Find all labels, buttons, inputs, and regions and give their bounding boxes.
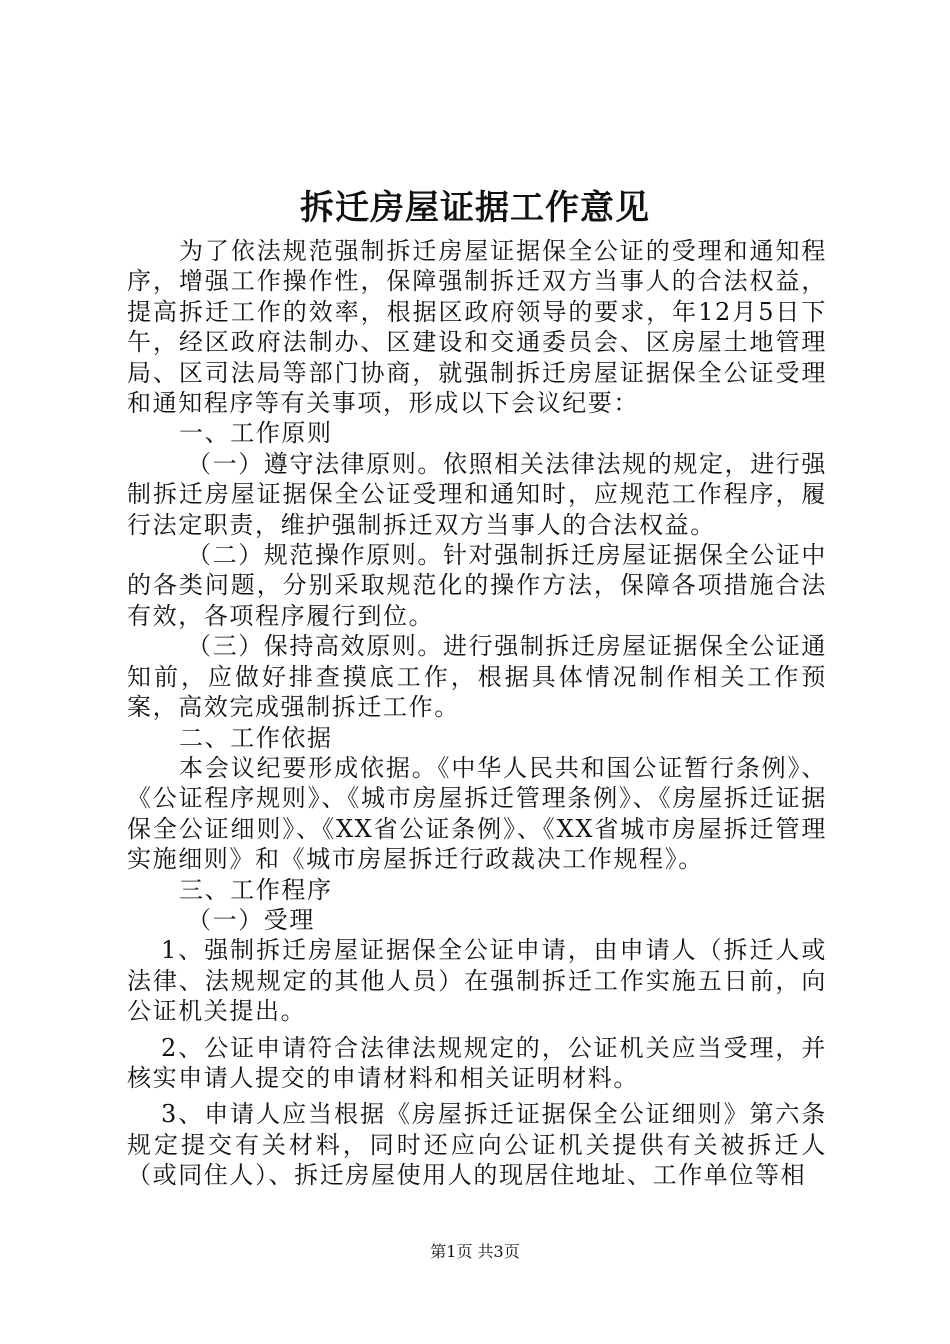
principle-2-paragraph: （二）规范操作原则。针对强制拆迁房屋证据保全公证中的各类问题，分别采取规范化的操作方法，保障各项措施合法有效，各项程序履行到位。 xyxy=(127,541,827,630)
principle-3-paragraph: （三）保持高效原则。进行强制拆迁房屋证据保全公证通知前，应做好排查摸底工作，根据具体情况制作相关工作预案，高效完成强制拆迁工作。 xyxy=(127,632,827,722)
document-body xyxy=(127,236,827,1191)
principle-1-paragraph: （一）遵守法律原则。依照相关法律法规的规定，进行强制拆迁房屋证据保全公证受理和通知时，应规范工作程序，履行法定职责，维护强制拆迁双方当事人的合法权益。 xyxy=(127,449,827,539)
procedure-item-3: 3、申请人应当根据《房屋拆迁证据保全公证细则》第六条规定提交有关材料，同时还应向公证机关提供有关被拆迁人（或同住人）、拆迁房屋使用人的现居住地址、工作单位等相 xyxy=(127,1100,827,1190)
procedure-item-2: 2、公证申请符合法律法规规定的，公证机关应当受理，并核实申请人提交的申请材料和相关证明材料。 xyxy=(127,1033,827,1092)
procedure-item-1: 1、强制拆迁房屋证据保全公证申请，由申请人（拆迁人或法律、法规规定的其他人员）在强制拆迁工作实施五日前，向公证机关提出。 xyxy=(127,936,827,1026)
section-heading-procedure: 三、工作程序 xyxy=(179,875,333,904)
section-heading-basis: 二、工作依据 xyxy=(179,723,333,752)
basis-paragraph: 本会议纪要形成依据。《中华人民共和国公证暂行条例》、《公证程序规则》、《城市房屋拆迁管理条例》、《房屋拆迁证据保全公证细则》、《XX省公证条例》、《XX省城市房屋拆迁管理实施细则》和《城市房屋拆迁行政裁决工作规程》。 xyxy=(127,753,827,874)
page-footer: 第1页 共3页 xyxy=(430,1242,520,1261)
document-title: 拆迁房屋证据工作意见 xyxy=(300,188,650,228)
section-heading-principles: 一、工作原则 xyxy=(179,419,333,448)
intro-paragraph: 为了依法规范强制拆迁房屋证据保全公证的受理和通知程序，增强工作操作性，保障强制拆迁双方当事人的合法权益，提高拆迁工作的效率，根据区政府领导的要求，年12月5日下午，经区政府法制办、区建设和交通委员会、区房屋土地管理局、区司法局等部门协商，就强制拆迁房屋证据保全公证受理和通知程序等有关事项，形成以下会议纪要： xyxy=(127,237,827,418)
subsection-heading-acceptance: （一）受理 xyxy=(187,905,315,934)
